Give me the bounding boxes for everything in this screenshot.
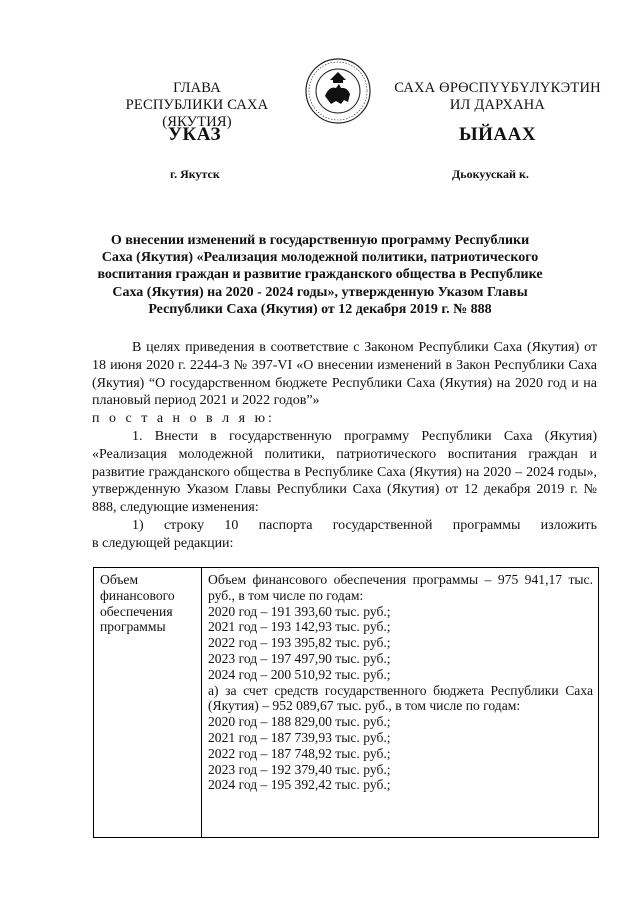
header-left-line1: ГЛАВА [173, 80, 221, 96]
city-sakha: Дьокуускай к. [452, 167, 529, 181]
decree-title [70, 232, 570, 318]
header-left-line2: РЕСПУБЛИКИ САХА (ЯКУТИЯ) [125, 97, 269, 130]
header-right-line1: САХА ӨРӨСПҮҮБҮЛҮКЭТИН [394, 80, 601, 96]
table-cell-label: Объем финансового обеспечения программы [94, 568, 202, 838]
year-line: 2023 год – 197 497,90 тыс. руб.; [208, 650, 391, 666]
header-right-line2: ИЛ ДАРХАНА [449, 97, 546, 113]
coat-of-arms-icon [303, 56, 373, 126]
intro-paragraph: В целях приведения в соответствие с Законом Республики Саха (Якутия) от 18 июня 2020 г. 2244-З № 397-VI «О внесении изменений в Закон Республики Саха (Якутия) “О государственном бюджете Республики Саха (Якутия) на 2020 год и на плановый период 2021 и 2022 годов”» [92, 340, 597, 409]
year-line: 2022 год – 187 748,92 тыс. руб.; [208, 745, 391, 761]
title-line: воспитания граждан и развитие гражданского общества в Республике [97, 267, 543, 283]
title-line: О внесении изменений в государственную программу Республики [110, 233, 530, 248]
total-financing: Объем финансового обеспечения программы – 975 941,17 тыс. руб., в том числе по годам: [208, 572, 593, 603]
year-line: 2024 год – 195 392,42 тыс. руб.; [208, 777, 391, 793]
year-line: 2021 год – 187 739,93 тыс. руб.; [208, 729, 391, 745]
budget-financing: а) за счет средств государственного бюджета Республики Саха (Якутия) – 952 089,67 тыс. руб., в том числе по годам: [208, 682, 593, 714]
item-1-1-continuation: в следующей редакции: [92, 535, 234, 551]
item-1-paragraph: 1. Внести в государственную программу Республики Саха (Якутия) «Реализация молодежной политики, патриотического воспитания граждан и развитие гражданского общества в Республике Саха (Якутия) на 2020 – 2024 годы», утвержденную Указом Главы Республики Саха (Якутия) от 12 декабря 2019 г. № 888, следующие изменения: [92, 428, 597, 516]
title-line: Саха (Якутия) на 2020 - 2024 годы», утвержденную Указом Главы [112, 284, 528, 300]
doc-type-ru: УКАЗ [168, 124, 221, 145]
year-line: 2020 год – 191 393,60 тыс. руб.; [208, 603, 391, 619]
item-1-1-paragraph: 1) строку 10 паспорта государственной программы изложить [132, 517, 597, 533]
decree-body [92, 339, 597, 553]
doc-type-sakha: ЫЙААХ [459, 124, 537, 145]
header-right [390, 80, 605, 114]
city-ru: г. Якутск [170, 167, 220, 181]
decree-word: п о с т а н о в л я ю: [92, 411, 275, 427]
title-line: Республики Саха (Якутия) от 12 декабря 2019 г. № 888 [148, 301, 492, 317]
title-line: Саха (Якутия) «Реализация молодежной политики, патриотического [101, 250, 539, 266]
year-line: 2022 год – 193 395,82 тыс. руб.; [208, 635, 391, 651]
year-line: 2021 год – 193 142,93 тыс. руб.; [208, 619, 391, 635]
year-line: 2023 год – 192 379,40 тыс. руб.; [208, 761, 391, 777]
year-line: 2020 год – 188 829,00 тыс. руб.; [208, 714, 391, 730]
table-cell-content [202, 568, 599, 838]
year-line: 2024 год – 200 510,92 тыс. руб.; [208, 666, 391, 682]
table-row [94, 568, 599, 838]
financing-table [93, 567, 599, 838]
